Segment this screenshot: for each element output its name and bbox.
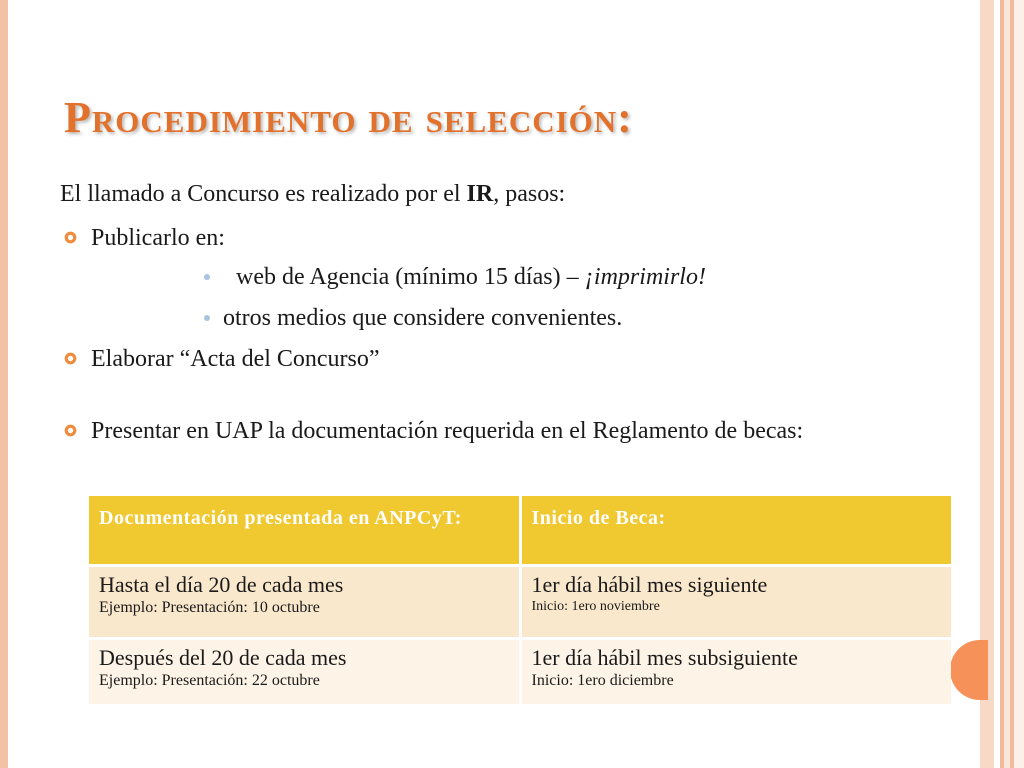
slide-title: Procedimiento de selección: [64, 93, 633, 142]
circle-ring-bullet-icon [64, 231, 77, 244]
orange-side-tab [950, 640, 988, 700]
cell-main-text: 1er día hábil mes subsiguiente [531, 645, 798, 670]
cell-sub-text: Inicio: 1ero diciembre [531, 672, 674, 690]
cell-main-text: 1er día hábil mes siguiente [531, 572, 768, 597]
table-header-row [89, 496, 951, 566]
list-item-elaborar-acta [60, 345, 950, 374]
slide-content [60, 180, 950, 446]
table-cell [520, 639, 951, 705]
intro-line [60, 180, 950, 209]
table-cell [89, 566, 520, 639]
table-row [89, 639, 951, 705]
intro-bold-ir: IR [466, 181, 494, 207]
intro-text-end: , pasos: [493, 181, 566, 207]
table-header-documentacion: Documentación presentada en ANPCyT: [89, 496, 520, 566]
circle-ring-bullet-icon [64, 424, 77, 437]
sublist-item-otros-medios [60, 304, 950, 333]
table-cell [520, 566, 951, 639]
dot-bullet-icon [204, 315, 210, 321]
dot-bullet-icon [204, 274, 210, 280]
sublist-item-label: otros medios que considere convenientes. [223, 305, 623, 332]
table-cell [89, 639, 520, 705]
intro-text: El llamado a Concurso es realizado por el [60, 181, 467, 207]
cell-sub-text: Ejemplo: Presentación: 22 octubre [99, 672, 320, 690]
table-header-inicio-beca: Inicio de Beca: [520, 496, 951, 566]
table-row [89, 566, 951, 639]
sublist-item-web-agencia [60, 263, 950, 292]
list-item-label: Elaborar “Acta del Concurso” [91, 346, 380, 373]
list-item-label: Presentar en UAP la documentación requerida en el Reglamento de becas: [91, 417, 804, 444]
list-item-publicarlo [60, 224, 950, 253]
imprimirlo-emphasis: ¡imprimirlo! [584, 263, 706, 290]
cell-sub-text: Inicio: 1ero noviembre [531, 599, 660, 615]
cell-sub-text: Ejemplo: Presentación: 10 octubre [99, 599, 320, 617]
list-item-label: Publicarlo en: [91, 224, 225, 251]
list-item-presentar-uap [60, 417, 950, 446]
sublist-item-label: web de Agencia (mínimo 15 días) – [230, 263, 585, 290]
cell-main-text: Después del 20 de cada mes [99, 645, 347, 670]
documentation-table [89, 496, 951, 704]
cell-main-text: Hasta el día 20 de cada mes [99, 572, 344, 597]
slide-left-border [0, 0, 8, 768]
circle-ring-bullet-icon [64, 352, 77, 365]
